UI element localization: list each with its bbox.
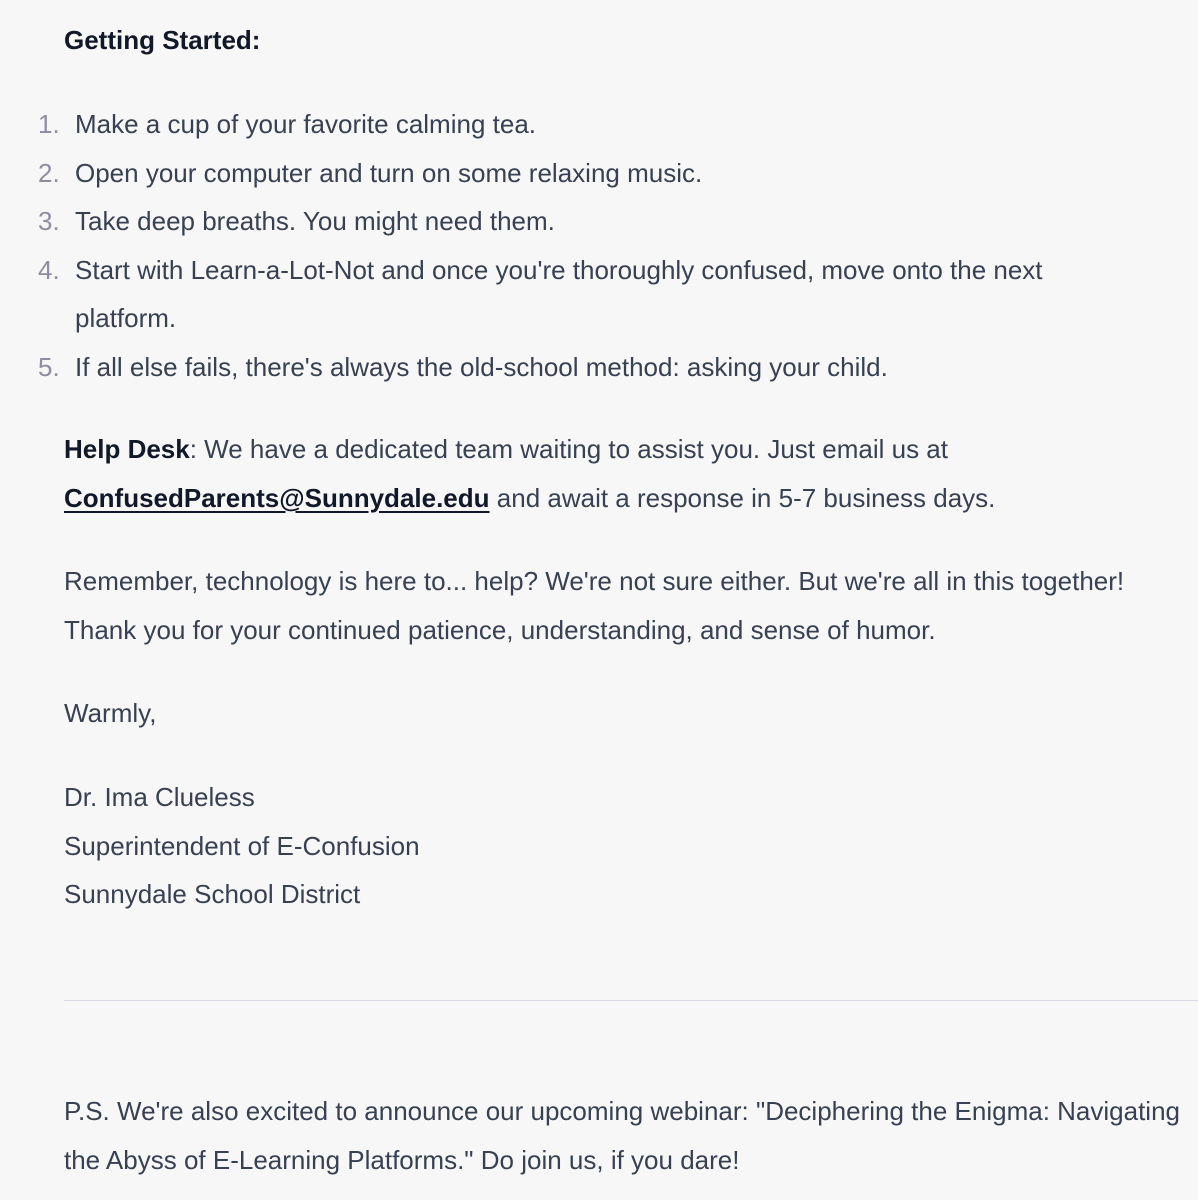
list-item-number: 2. (38, 157, 60, 188)
list-item-number: 5. (38, 351, 60, 382)
list-item-number: 4. (38, 254, 60, 285)
getting-started-heading: Getting Started: (64, 25, 261, 55)
ps-paragraph: P.S. We're also excited to announce our upcoming webinar: "Deciphering the Enigma: Navigating the Abyss of E-Learning Platforms." Do join us, if you dare! (64, 1096, 1180, 1175)
help-desk-text-before: : We have a dedicated team waiting to assist you. Just email us at (189, 434, 948, 464)
list-item-number: 3. (38, 206, 60, 236)
list-item (0, 100, 1198, 149)
list-item-text: If all else fails, there's always the old-school method: asking your child. (75, 351, 888, 382)
closing-text: Warmly, (64, 698, 157, 728)
list-item-text: Open your computer and turn on some relaxing music. (75, 157, 703, 188)
help-desk-label: Help Desk (64, 434, 190, 464)
list-item (0, 197, 1198, 246)
steps-list (0, 100, 1198, 391)
divider (64, 1000, 1198, 1001)
help-desk-text-after: and await a response in 5-7 business days. (489, 482, 996, 513)
remember-paragraph: Remember, technology is here to... help? We're not sure either. But we're all in this together! Thank you for your continued patience, understanding, and sense of humor. (64, 566, 1125, 645)
list-item-text: Make a cup of your favorite calming tea. (75, 109, 537, 139)
list-item (0, 149, 1198, 198)
signature-name: Dr. Ima Clueless (64, 782, 255, 812)
help-desk-email-link[interactable]: ConfusedParents@Sunnydale.edu (64, 482, 490, 513)
list-item-number: 1. (38, 109, 60, 139)
signature-org: Sunnydale School District (64, 879, 361, 909)
list-item-text: Start with Learn-a-Lot-Not and once you're thoroughly confused, move onto the next platform. (75, 254, 1043, 333)
signature-title: Superintendent of E-Confusion (64, 830, 420, 861)
signature-block (64, 773, 1194, 919)
list-item (0, 246, 1198, 343)
list-item (0, 343, 1198, 392)
list-item-text: Take deep breaths. You might need them. (75, 206, 555, 236)
help-desk-paragraph (64, 425, 1194, 522)
